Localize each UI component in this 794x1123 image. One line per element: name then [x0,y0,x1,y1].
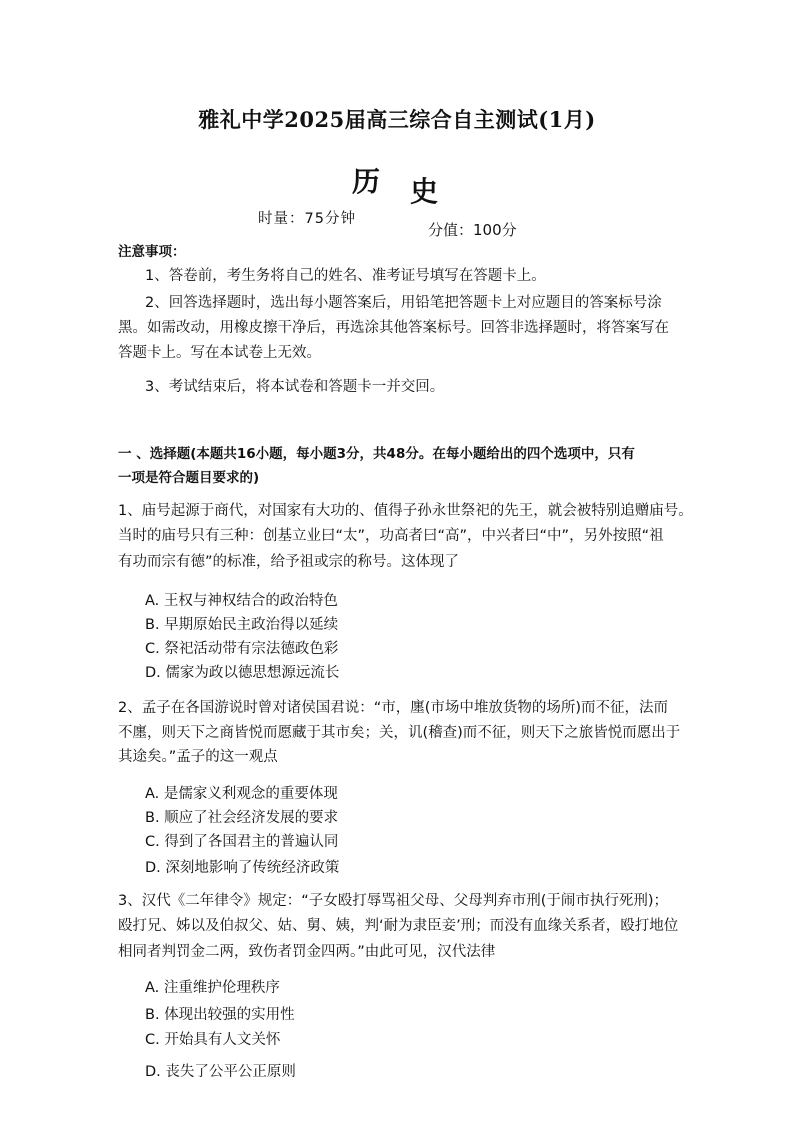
question-1-text: 当时的庙号只有三种：创基立业曰“太”，功高者曰“高”，中兴者曰“中”，另外按照“祖 [118,528,664,544]
question-2-text: 其途矣。”孟子的这一观点 [118,749,278,765]
question-2-option-a: A. 是儒家义利观念的重要体现 [145,786,338,802]
question-2-text: 不廛，则天下之商皆悦而愿藏于其市矣；关，讥(稽查)而不征，则天下之旅皆悦而愿出于 [118,725,681,741]
question-3-option-c: C. 开始具有人文关怀 [145,1032,281,1048]
question-3-text: 相同者判罚金二两，致伤者罚金四两。”由此可见，汉代法律 [118,944,496,960]
note-item: 答题卡上。写在本试卷上无效。 [118,345,321,361]
question-1-option-c: C. 祭祀活动带有宗法德政色彩 [145,641,339,657]
section-heading-line2: 一项是符合题目要求的) [118,470,260,486]
exam-score: 分值：100分 [428,221,517,239]
question-1-option-b: B. 早期原始民主政治得以延续 [145,617,339,633]
question-3-text: 3、汉代《二年律令》规定：“子女殴打辱骂祖父母、父母判弃市刑(于闹市执行死刑)； [118,893,669,909]
note-item: 3、考试结束后，将本试卷和答题卡一并交回。 [145,379,445,395]
question-1-text: 有功而宗有德”的标准，给予祖或宗的称号。这体现了 [118,554,460,570]
question-3-option-a: A. 注重维护伦理秩序 [145,980,280,996]
notes-heading: 注意事项： [118,244,186,260]
question-2-option-b: B. 顺应了社会经济发展的要求 [145,810,339,826]
question-2-option-d: D. 深刻地影响了传统经济政策 [145,860,340,876]
question-1-option-d: D. 儒家为政以德思想源远流长 [145,665,340,681]
section-heading-line1: 一 、选择题(本题共16小题，每小题3分，共48分。在每小题给出的四个选项中，只有 [118,446,635,462]
question-3-option-d: D. 丧失了公平公正原则 [145,1064,296,1080]
exam-time: 时量：75分钟 [258,211,356,227]
note-item: 黑。如需改动，用橡皮擦干净后，再选涂其他答案标号。回答非选择题时，将答案写在 [118,320,669,336]
question-1-option-a: A. 王权与神权结合的政治特色 [145,593,338,609]
question-1-text: 1、庙号起源于商代，对国家有大功的、值得子孙永世祭祀的先王，就会被特别追赠庙号。 [118,503,693,519]
exam-title: 雅礼中学2025届高三综合自主测试(1月) [198,107,596,132]
question-2-text: 2、孟子在各国游说时曾对诸侯国君说：“市，廛(市场中堆放货物的场所)而不征，法而 [118,700,669,716]
note-item: 2、回答选择题时，选出每小题答案后，用铅笔把答题卡上对应题目的答案标号涂 [145,295,662,311]
question-2-option-c: C. 得到了各国君主的普遍认同 [145,834,339,850]
subject-char-2: 史 [410,175,439,208]
subject-char-1: 历 [352,165,381,198]
question-3-text: 殴打兄、姊以及伯叔父、姑、舅、姨，判‘耐为隶臣妾’刑；而没有血缘关系者，殴打地位 [118,918,679,934]
note-item: 1、答卷前，考生务将自己的姓名、准考证号填写在答题卡上。 [145,268,546,284]
question-3-option-b: B. 体现出较强的实用性 [145,1007,295,1023]
